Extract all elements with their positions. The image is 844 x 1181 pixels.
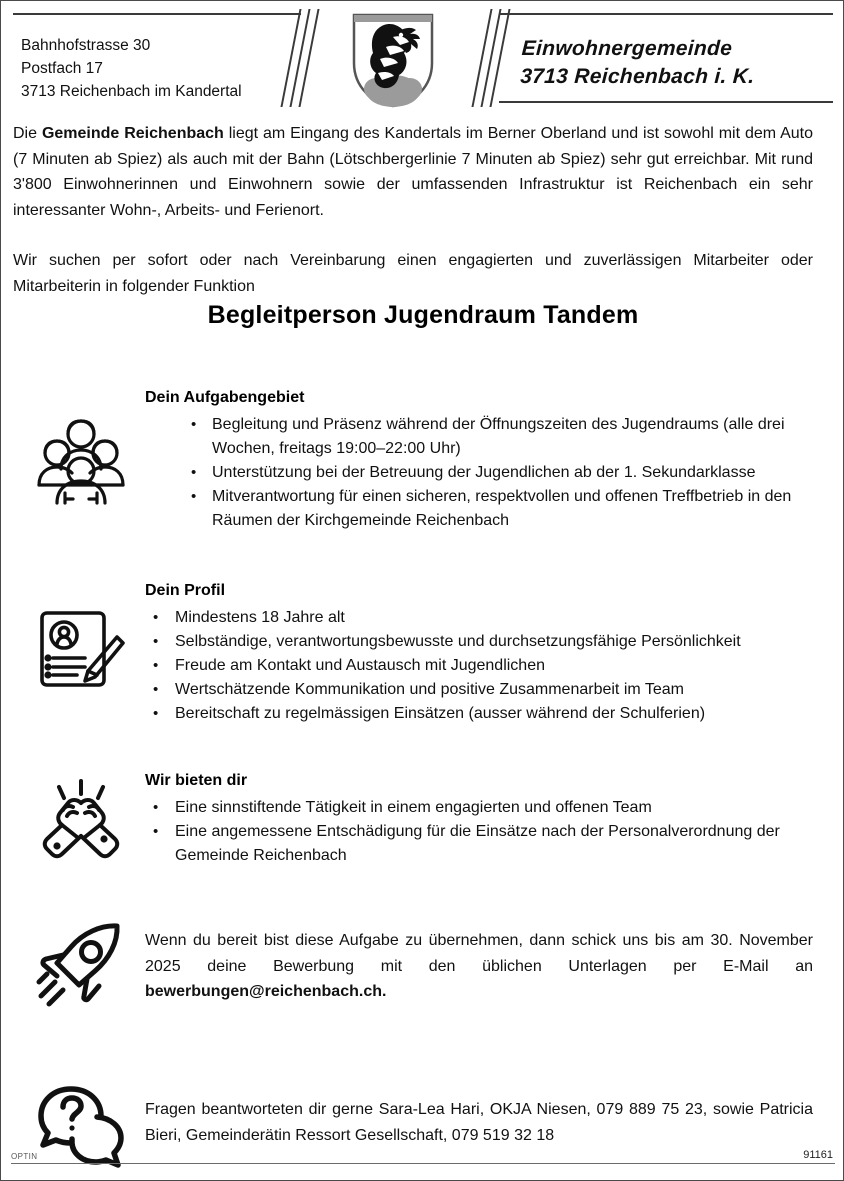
section-body-wir-bieten — [145, 769, 813, 868]
list-item: • Eine sinnstiftende Tätigkeit in einem engagierten und offenen Team — [145, 796, 813, 820]
section-bullet-list — [145, 606, 813, 726]
apply-text — [145, 928, 813, 1005]
logo-line-2: 3713 Reichenbach i. K. — [519, 65, 756, 88]
logo-box-bottom-rule — [499, 101, 833, 103]
footer-left-label: OPTIN — [11, 1152, 38, 1161]
section-heading: Dein Profil — [145, 582, 226, 599]
municipality-logo-box — [499, 13, 833, 103]
section-body-profil — [145, 579, 813, 726]
list-item: • Mindestens 18 Jahre alt — [145, 606, 813, 630]
address-line-2: Postfach 17 — [21, 60, 103, 77]
profile-document-pencil-icon — [33, 601, 129, 697]
list-item: • Eine angemessene Entschädigung für die Einsätze nach der Personalverordnung der Gemeinde Reichenbach — [145, 820, 813, 868]
list-item: • Bereitschaft zu regelmässigen Einsätzen (ausser während der Schulferien) — [145, 702, 813, 726]
address-line-1: Bahnhofstrasse 30 — [21, 37, 151, 54]
handshake-icon — [33, 773, 129, 869]
diagonal-slashes-left — [288, 9, 330, 107]
section-body-aufgabengebiet — [145, 386, 813, 533]
address-line-3: 3713 Reichenbach im Kandertal — [21, 83, 242, 100]
municipality-logo-text — [520, 35, 757, 91]
apply-text-pre: Wenn du bereit bist diese Aufgabe zu übernehmen, dann schick uns bis am 30. November 2025 deine Bewerbung mit den üblichen Unterlagen per E-Mail an — [145, 932, 813, 975]
logo-line-1: Einwohnergemeinde — [521, 37, 733, 60]
footer-right-number: 91161 — [803, 1149, 833, 1161]
logo-box-top-rule — [499, 13, 833, 15]
apply-email: bewerbungen@reichenbach.ch. — [145, 983, 387, 1000]
list-item: • Unterstützung bei der Betreuung der Jugendlichen ab der 1. Sekundarklasse — [145, 461, 813, 485]
apply-paragraph — [145, 928, 813, 1005]
section-bullet-list — [145, 413, 813, 533]
intro-p1-bold: Gemeinde Reichenbach — [41, 125, 224, 142]
people-group-icon — [33, 413, 129, 509]
intro-text — [13, 121, 813, 299]
address-box-top-rule — [13, 13, 301, 15]
intro-spacer — [13, 223, 813, 248]
questions-paragraph: Fragen beantworteten dir gerne Sara-Lea Hari, OKJA Niesen, 079 889 75 23, sowie Patricia Bieri, Gemeinderätin Ressort Gesellschaft, 079 519 32 18 — [145, 1101, 813, 1144]
list-item: • Selbständige, verantwortungsbewusste und durchsetzungsfähige Persönlichkeit — [145, 630, 813, 654]
section-heading: Dein Aufgabengebiet — [145, 389, 305, 406]
coat-of-arms-icon — [346, 11, 440, 109]
job-title: Begleitperson Jugendraum Tandem — [207, 301, 639, 329]
section-bullet-list — [145, 796, 813, 868]
letterhead-header — [1, 1, 844, 114]
intro-p1-pre: Die — [13, 125, 42, 142]
list-item: • Mitverantwortung für einen sicheren, respektvollen und offenen Treffbetrieb in den Räumen der Kirchgemeinde Reichenbach — [145, 485, 813, 533]
footer-divider — [11, 1163, 835, 1164]
intro-paragraph-2: Wir suchen per sofort oder nach Vereinbarung einen engagierten und zuverlässigen Mitarbeiter oder Mitarbeiterin in folgender Funktion — [13, 252, 813, 295]
address-box — [13, 13, 301, 103]
questions-text — [145, 1097, 813, 1148]
list-item: • Begleitung und Präsenz während der Öffnungszeiten des Jugendraums (alle drei Wochen, freitags 19:00–22:00 Uhr) — [145, 413, 813, 461]
section-heading: Wir bieten dir — [145, 772, 248, 789]
question-speech-bubbles-icon — [33, 1079, 129, 1175]
intro-paragraph-1 — [13, 121, 813, 223]
list-item: • Wertschätzende Kommunikation und positive Zusammenarbeit im Team — [145, 678, 813, 702]
rocket-icon — [33, 916, 129, 1012]
intro-p1-post: liegt am Eingang des Kandertals im Berner Oberland und ist sowohl mit dem Auto (7 Minuten ab Spiez) als auch mit der Bahn (Lötschbergerlinie 7 Minuten ab Spiez) sehr gut erreichbar. Mit rund 3'800 Einwohnerinnen und Einwohnern sowie der umfassenden Infrastruktur ist Reichenbach ein sehr interessanter Wohn-, Arbeits- und Ferienort. — [13, 125, 814, 219]
list-item: • Freude am Kontakt und Austausch mit Jugendlichen — [145, 654, 813, 678]
address-lines — [21, 34, 242, 103]
